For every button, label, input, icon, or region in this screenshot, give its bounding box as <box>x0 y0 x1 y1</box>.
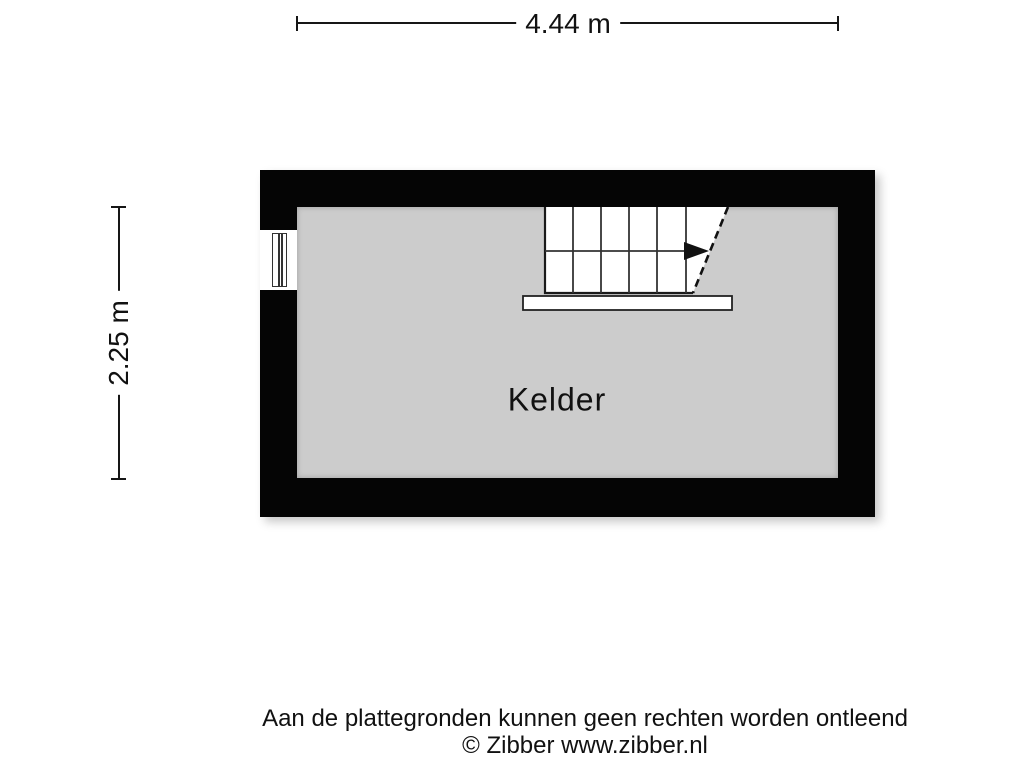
width-dimension-tick-left <box>296 16 298 31</box>
copyright-text: © Zibber www.zibber.nl <box>462 731 708 759</box>
room-label: Kelder <box>507 381 607 418</box>
width-dimension-label: 4.44 m <box>516 9 620 39</box>
depth-dimension-tick-top <box>111 206 126 208</box>
staircase-icon <box>521 205 734 313</box>
window-pane-line <box>281 234 283 286</box>
window-pane-line <box>278 234 280 286</box>
stair-landing-edge <box>523 296 732 310</box>
depth-dimension-label: 2.25 m <box>104 291 134 395</box>
depth-dimension-tick-bottom <box>111 478 126 480</box>
disclaimer-text: Aan de plattegronden kunnen geen rechten worden ontleend <box>262 705 908 732</box>
window-opening <box>260 230 297 290</box>
footer <box>262 706 908 759</box>
plan-outer-walls <box>260 170 875 517</box>
window-icon <box>272 233 287 287</box>
width-dimension-tick-right <box>837 16 839 31</box>
